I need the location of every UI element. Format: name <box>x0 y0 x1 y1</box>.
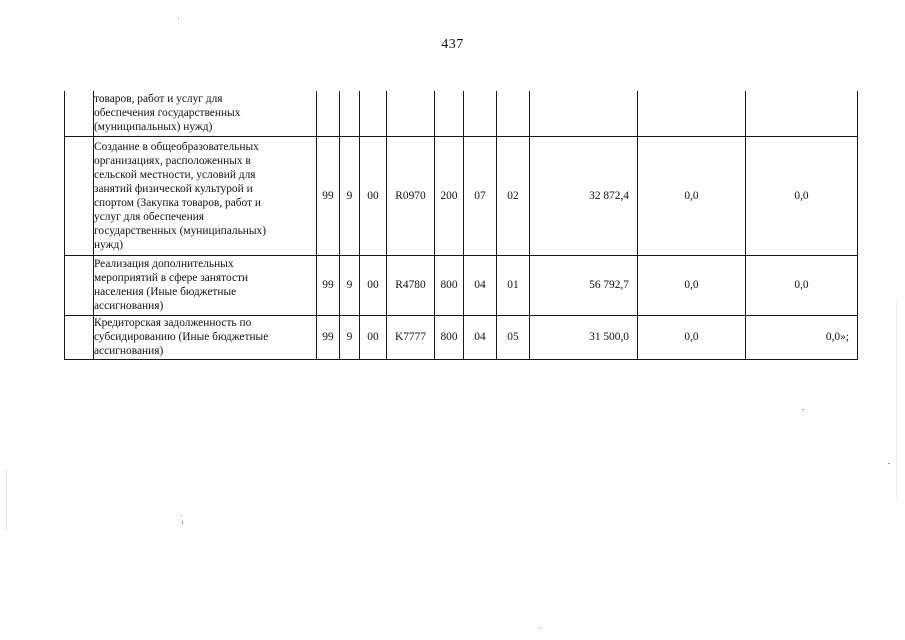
program-code-cell: 99 <box>317 136 340 255</box>
subsection-cell: 05 <box>497 315 530 359</box>
amount-1-cell: 31 500,0 <box>530 315 638 359</box>
amount-3-cell: 0,0 <box>746 255 858 315</box>
section-cell: 07 <box>464 136 497 255</box>
subprogram-code-cell <box>340 91 360 136</box>
subprogram-code-cell: 9 <box>340 136 360 255</box>
table-row <box>65 91 858 136</box>
section-cell: 04 <box>464 315 497 359</box>
row-index-cell <box>65 255 94 315</box>
direction-code-cell <box>360 91 387 136</box>
expense-type-cell <box>435 91 464 136</box>
item-name-cell: товаров, работ и услуг для обеспечения государственных (муниципальных) нужд) <box>94 91 317 136</box>
expense-type-cell: 800 <box>435 315 464 359</box>
program-code-cell: 99 <box>317 315 340 359</box>
amount-2-cell: 0,0 <box>638 315 746 359</box>
table-row <box>65 136 858 255</box>
table-row <box>65 255 858 315</box>
direction-code-cell: 00 <box>360 136 387 255</box>
amount-3-cell: 0,0»; <box>746 315 858 359</box>
item-name-cell: Реализация дополнительных мероприятий в сфере занятости населения (Иные бюджетные ассигнования) <box>94 255 317 315</box>
subsection-cell <box>497 91 530 136</box>
subsection-cell: 02 <box>497 136 530 255</box>
table-row <box>65 315 858 359</box>
item-name-cell: Создание в общеобразовательных организациях, расположенных в сельской местности, условий для занятий физической культурой и спортом (Закупка товаров, работ и услуг для обеспечения государственных (муниципальных) нужд) <box>94 136 317 255</box>
section-cell <box>464 91 497 136</box>
direction-code-cell: 00 <box>360 315 387 359</box>
subsection-cell: 01 <box>497 255 530 315</box>
amount-3-cell <box>746 91 858 136</box>
amount-2-cell: 0,0 <box>638 136 746 255</box>
amount-2-cell <box>638 91 746 136</box>
amount-1-cell: 32 872,4 <box>530 136 638 255</box>
amount-1-cell: 56 792,7 <box>530 255 638 315</box>
expense-type-cell: 800 <box>435 255 464 315</box>
target-code-cell <box>387 91 435 136</box>
subprogram-code-cell: 9 <box>340 315 360 359</box>
subprogram-code-cell: 9 <box>340 255 360 315</box>
amount-3-cell: 0,0 <box>746 136 858 255</box>
row-index-cell <box>65 315 94 359</box>
page-number: 437 <box>441 37 464 52</box>
target-code-cell: R4780 <box>387 255 435 315</box>
direction-code-cell: 00 <box>360 255 387 315</box>
section-cell: 04 <box>464 255 497 315</box>
row-index-cell <box>65 136 94 255</box>
row-index-cell <box>65 91 94 136</box>
expense-type-cell: 200 <box>435 136 464 255</box>
target-code-cell: R0970 <box>387 136 435 255</box>
target-code-cell: K7777 <box>387 315 435 359</box>
program-code-cell: 99 <box>317 255 340 315</box>
program-code-cell <box>317 91 340 136</box>
budget-table <box>64 91 858 360</box>
amount-2-cell: 0,0 <box>638 255 746 315</box>
item-name-cell: Кредиторская задолженность по субсидированию (Иные бюджетные ассигнования) <box>94 315 317 359</box>
amount-1-cell <box>530 91 638 136</box>
